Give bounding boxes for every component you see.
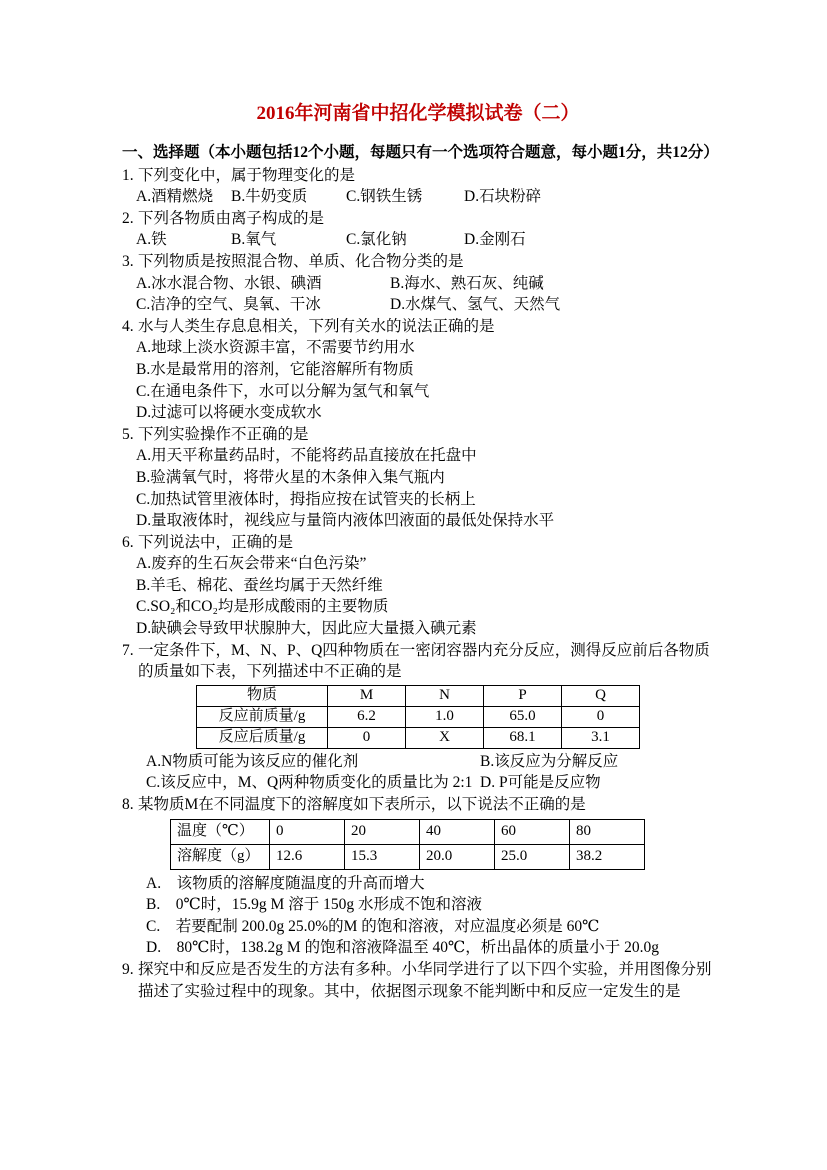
- question-8-number: 8.: [122, 796, 134, 814]
- question-4-stem: [122, 316, 714, 338]
- question-9-stem: [122, 959, 714, 1002]
- question-4-option-b: B.水是最常用的溶剂，它能溶解所有物质: [136, 360, 414, 378]
- question-5-option-d: D.量取液体时，视线应与量筒内液体凹液面的最低处保持水平: [136, 512, 555, 530]
- table-cell: 0: [270, 819, 345, 844]
- question-5-option-a: A.用天平称量药品时，不能将药品直接放在托盘中: [136, 447, 477, 465]
- question-2-options: [136, 229, 714, 251]
- question-6: [122, 532, 714, 640]
- question-4: [122, 316, 714, 424]
- question-3-option-a: A.冰水混合物、水银、碘酒: [136, 274, 322, 292]
- question-6-option-b: B.羊毛、棉花、蚕丝均属于天然纤维: [136, 576, 383, 594]
- question-7-stem-text: 一定条件下，M、N、P、Q四种物质在一密闭容器内充分反应，测得反应前后各物质的质量如下表，下列描述中不正确的是: [138, 641, 710, 681]
- q7-mass-table: [196, 685, 640, 749]
- question-3-number: 3.: [122, 252, 134, 270]
- section-header: 一、选择题（本小题包括12个小题，每题只有一个选项符合题意，每小题1分，共12分）: [122, 144, 719, 161]
- question-1-option-c: C.钢铁生锈: [346, 188, 423, 206]
- table-cell: 0: [328, 727, 406, 748]
- table-cell: 物质: [197, 685, 328, 706]
- question-8: [122, 794, 714, 959]
- table-cell: 温度（℃）: [171, 819, 270, 844]
- question-1: [122, 165, 714, 208]
- question-6-option-d: D.缺碘会导致甲状腺肿大，因此应大量摄入碘元素: [136, 620, 477, 638]
- question-2: [122, 208, 714, 251]
- table-cell: 1.0: [406, 706, 484, 727]
- question-4-option-d: D.过滤可以将硬水变成软水: [136, 404, 322, 422]
- question-3-option-b: B.海水、熟石灰、纯碱: [390, 274, 544, 292]
- question-5-option-c: C.加热试管里液体时，拇指应按在试管夹的长柄上: [136, 490, 476, 508]
- table-cell: 20: [345, 819, 420, 844]
- question-3-stem: [122, 251, 714, 273]
- question-3-stem-text: 下列物质是按照混合物、单质、化合物分类的是: [138, 252, 464, 270]
- document-content: [122, 0, 719, 1002]
- table-cell: 38.2: [570, 844, 645, 869]
- table-cell: 反应前质量/g: [197, 706, 328, 727]
- question-1-option-b: B.牛奶变质: [231, 188, 308, 206]
- question-2-option-c: C.氯化钠: [346, 231, 407, 249]
- question-4-option-c: C.在通电条件下，水可以分解为氢气和氧气: [136, 382, 430, 400]
- table-cell: 0: [562, 706, 640, 727]
- table-cell: 65.0: [484, 706, 562, 727]
- table-cell: Q: [562, 685, 640, 706]
- question-6-options: [122, 553, 714, 639]
- question-7-stem: [122, 640, 714, 683]
- question-2-option-d: D.金刚石: [464, 231, 526, 249]
- question-4-number: 4.: [122, 317, 134, 335]
- table-cell: 80: [570, 819, 645, 844]
- table-cell: 40: [420, 819, 495, 844]
- table-row: [171, 844, 645, 869]
- question-8-option-b: B. 0℃时，15.9g M 溶于 150g 水形成不饱和溶液: [146, 896, 482, 914]
- question-3: [122, 251, 714, 316]
- question-7-option-c: C.该反应中，M、Q两种物质变化的质量比为 2:1: [146, 774, 473, 792]
- table-cell: 15.3: [345, 844, 420, 869]
- question-1-option-a: A.酒精燃烧: [136, 188, 214, 206]
- table-cell: 60: [495, 819, 570, 844]
- table-row: [197, 706, 640, 727]
- question-2-option-a: A.铁: [136, 231, 167, 249]
- question-4-options: [122, 337, 714, 423]
- question-9-stem-text: 探究中和反应是否发生的方法有多种。小华同学进行了以下四个实验，并用图像分别描述了实验过程中的现象。其中，依据图示现象不能判断中和反应一定发生的是: [138, 961, 712, 1000]
- table-cell: 25.0: [495, 844, 570, 869]
- question-9: [122, 959, 714, 1002]
- question-5-number: 5.: [122, 425, 134, 443]
- question-9-number: 9.: [122, 961, 134, 978]
- question-6-option-a: A.废弃的生石灰会带来“白色污染”: [136, 555, 367, 573]
- question-2-number: 2.: [122, 209, 134, 227]
- table-cell: X: [406, 727, 484, 748]
- table-row: [171, 819, 645, 844]
- question-7-options: [146, 751, 714, 794]
- question-7-number: 7.: [122, 641, 134, 659]
- question-3-option-d: D.水煤气、氢气、天然气: [390, 296, 561, 314]
- question-8-stem: [122, 794, 714, 816]
- question-6-option-c: C.SO₂和CO₂均是形成酸雨的主要物质: [136, 598, 389, 616]
- table-row: [197, 727, 640, 748]
- question-1-stem: [122, 165, 714, 187]
- question-8-option-a: A. 该物质的溶解度随温度的升高而增大: [146, 874, 425, 892]
- question-2-stem-text: 下列各物质由离子构成的是: [138, 209, 325, 227]
- question-7: [122, 640, 714, 794]
- question-5-options: [122, 445, 714, 531]
- question-5: [122, 424, 714, 532]
- table-cell: N: [406, 685, 484, 706]
- table-cell: 6.2: [328, 706, 406, 727]
- question-5-stem: [122, 424, 714, 446]
- q8-solubility-table: [170, 819, 645, 870]
- question-4-option-a: A.地球上淡水资源丰富，不需要节约用水: [136, 339, 415, 357]
- question-8-option-c: C. 若要配制 200.0g 25.0%的M 的饱和溶液，对应温度必须是 60℃: [146, 917, 600, 935]
- table-cell: 溶解度（g）: [171, 844, 270, 869]
- question-8-stem-text: 某物质M在不同温度下的溶解度如下表所示，以下说法不正确的是: [138, 796, 586, 814]
- question-7-option-b: B.该反应为分解反应: [480, 752, 619, 770]
- question-2-stem: [122, 208, 714, 230]
- question-6-stem-text: 下列说法中，正确的是: [138, 533, 294, 551]
- question-3-options: [136, 273, 714, 316]
- question-5-stem-text: 下列实验操作不正确的是: [138, 425, 309, 443]
- table-cell: M: [328, 685, 406, 706]
- question-7-option-d: D. P可能是反应物: [480, 774, 601, 792]
- table-cell: 12.6: [270, 844, 345, 869]
- question-7-option-a: A.N物质可能为该反应的催化剂: [146, 752, 359, 770]
- table-cell: 反应后质量/g: [197, 727, 328, 748]
- question-1-options: [136, 186, 714, 208]
- table-cell: 3.1: [562, 727, 640, 748]
- question-5-option-b: B.验满氧气时，将带火星的木条伸入集气瓶内: [136, 468, 445, 486]
- page-title: 2016年河南省中招化学模拟试卷（二）: [256, 103, 580, 124]
- question-4-stem-text: 水与人类生存息息相关，下列有关水的说法正确的是: [138, 317, 495, 335]
- table-cell: P: [484, 685, 562, 706]
- question-8-options: [122, 873, 714, 959]
- question-3-option-c: C.洁净的空气、臭氧、干冰: [136, 296, 321, 314]
- question-8-option-d: D. 80℃时，138.2g M 的饱和溶液降温至 40℃，析出晶体的质量小于 20.0g: [146, 939, 660, 957]
- question-1-number: 1.: [122, 166, 134, 184]
- table-cell: 68.1: [484, 727, 562, 748]
- question-1-option-d: D.石块粉碎: [464, 188, 542, 206]
- question-2-option-b: B.氧气: [231, 231, 277, 249]
- question-6-number: 6.: [122, 533, 134, 551]
- table-cell: 20.0: [420, 844, 495, 869]
- question-6-stem: [122, 532, 714, 554]
- question-1-stem-text: 下列变化中，属于物理变化的是: [138, 166, 356, 184]
- table-row: [197, 685, 640, 706]
